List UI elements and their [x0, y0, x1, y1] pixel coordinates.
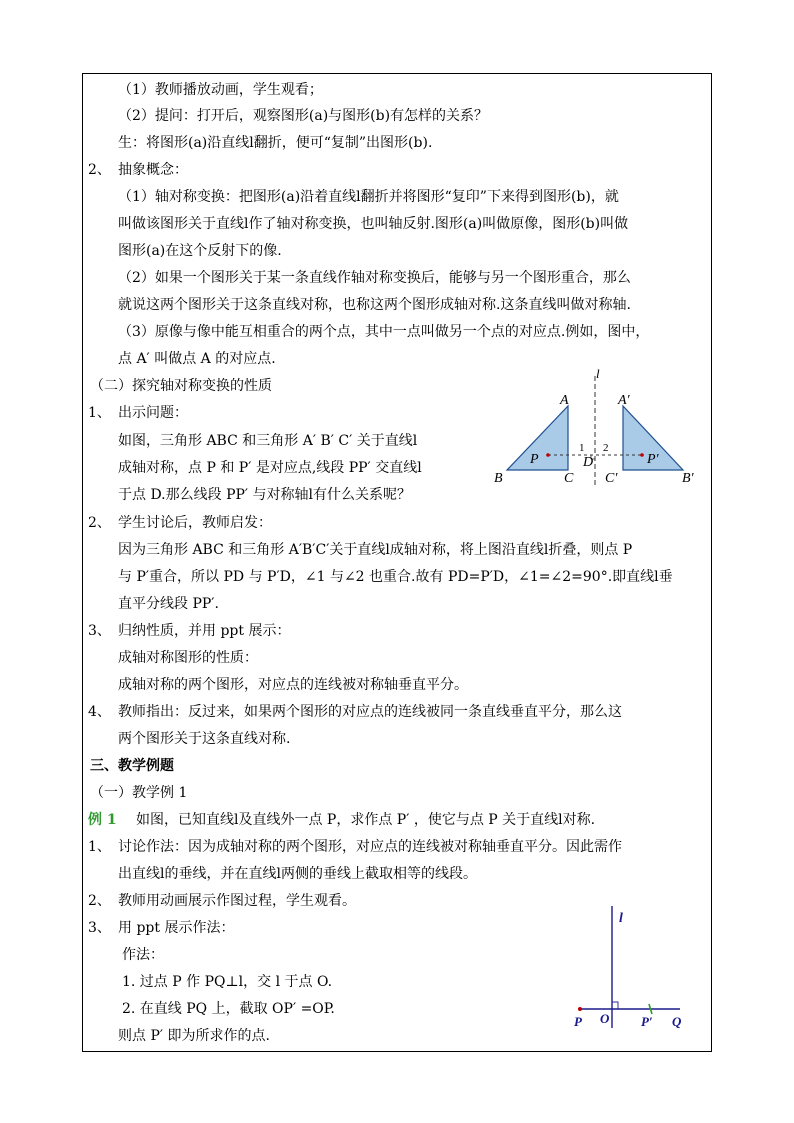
- text-line: 出直线l的垂线，并在直线l两侧的垂线上截取相等的线段。: [118, 866, 477, 882]
- label-l: l: [596, 366, 600, 381]
- triangles-figure: [490, 362, 710, 492]
- text-line: 成轴对称的两个图形，对应点的连线被对称轴垂直平分。: [118, 677, 468, 693]
- item-title: 抽象概念：: [118, 162, 188, 178]
- label-p: P: [530, 452, 539, 467]
- section-heading: （二）探究轴对称变换的性质: [90, 378, 272, 394]
- text-line: （1）教师播放动画，学生观看；: [118, 82, 323, 98]
- text-line: 2. 在直线 PQ 上，截取 OP′ =OP.: [122, 1001, 335, 1017]
- label-angle-1: 1: [579, 442, 585, 454]
- text-line: （2）如果一个图形关于某一条直线作轴对称变换后，能够与另一个图形重合，那么: [118, 270, 631, 286]
- text-line: （3）原像与像中能互相重合的两个点，其中一点叫做另一个点的对应点.例如，图中，: [118, 324, 650, 340]
- label-c: C: [564, 471, 574, 486]
- item-title: 学生讨论后，教师启发：: [118, 515, 272, 531]
- section-heading: 三、教学例题: [90, 758, 174, 774]
- item-title: 归纳性质，并用 ppt 展示：: [118, 623, 291, 639]
- example-label: 例 1: [88, 812, 117, 828]
- item-number: 4、: [88, 704, 111, 720]
- label-b2: B′: [682, 471, 694, 486]
- label-o: O: [600, 1011, 610, 1026]
- text-line: 如图，三角形 ABC 和三角形 A′ B′ C′ 关于直线l: [118, 433, 418, 449]
- text-line: 与 P′重合，所以 PD 与 P′D，∠1 与∠2 也重合.故有 PD=P′D，∠1=∠2=90°.即直线l垂: [118, 569, 673, 585]
- text-line: 两个图形关于这条直线对称.: [118, 731, 291, 747]
- text-line: 于点 D.那么线段 PP′ 与对称轴l有什么关系呢？: [118, 487, 412, 503]
- text-line: 教师指出：反过来，如果两个图形的对应点的连线被同一条直线垂直平分，那么这: [118, 704, 622, 720]
- label-a2: A′: [618, 393, 630, 408]
- item-number: 2、: [88, 515, 111, 531]
- label-c2: C′: [605, 471, 618, 486]
- point-p2: [640, 453, 644, 457]
- text-line: 因为三角形 ABC 和三角形 A′B′C′关于直线l成轴对称，将上图沿直线l折叠，则点 P: [118, 542, 633, 558]
- right-angle-mark: [612, 1002, 618, 1009]
- text-line: 讨论作法：因为成轴对称的两个图形，对应点的连线被对称轴垂直平分。因此需作: [118, 839, 622, 855]
- item-number: 1、: [88, 839, 111, 855]
- label-d: D: [583, 455, 594, 470]
- text-line: 用 ppt 展示作法：: [118, 920, 235, 936]
- label-l: l: [619, 911, 623, 926]
- perpendicular-figure: [560, 900, 690, 1035]
- text-line: 成轴对称图形的性质：: [118, 650, 258, 666]
- text-line: 1. 过点 P 作 PQ⊥l，交 l 于点 O.: [122, 974, 333, 990]
- text-line: 直平分线段 PP′.: [118, 596, 219, 612]
- label-p: P: [574, 1014, 582, 1029]
- sub-heading: （一）教学例 1: [90, 785, 188, 801]
- text-line: 就说这两个图形关于这条直线对称，也称这两个图形成轴对称.这条直线叫做对称轴.: [118, 297, 631, 313]
- text-line: 生：将图形(a)沿直线l翻折，便可“复制”出图形(b).: [118, 135, 433, 151]
- text-line: 作法：: [122, 947, 164, 963]
- text-line: 教师用动画展示作图过程，学生观看。: [118, 893, 356, 909]
- point-p: [578, 1007, 582, 1011]
- point-p: [546, 453, 550, 457]
- text-line: 则点 P′ 即为所求作的点.: [118, 1028, 270, 1044]
- text-line: （2）提问：打开后，观察图形(a)与图形(b)有怎样的关系？: [118, 108, 489, 124]
- label-p2: P′: [647, 452, 659, 467]
- label-b: B: [494, 471, 503, 486]
- example-text: 如图，已知直线l及直线外一点 P，求作点 P′ ，使它与点 P 关于直线l对称.: [136, 812, 596, 828]
- item-number: 2、: [88, 162, 111, 178]
- item-title: 出示问题：: [118, 405, 188, 421]
- text-line: 图形(a)在这个反射下的像.: [118, 243, 282, 259]
- label-q: Q: [672, 1014, 682, 1029]
- item-number: 1、: [88, 405, 111, 421]
- text-line: 点 A′ 叫做点 A 的对应点.: [118, 351, 276, 367]
- item-number: 2、: [88, 893, 111, 909]
- text-line: 成轴对称，点 P 和 P′ 是对应点,线段 PP′ 交直线l: [118, 460, 422, 476]
- item-number: 3、: [88, 623, 111, 639]
- label-a: A: [560, 393, 569, 408]
- item-number: 3、: [88, 920, 111, 936]
- text-line: 叫做该图形关于直线l作了轴对称变换，也叫轴反射.图形(a)叫做原像，图形(b)叫做: [118, 216, 629, 232]
- label-angle-2: 2: [603, 442, 609, 454]
- label-p2: P′: [641, 1014, 653, 1029]
- text-line: （1）轴对称变换：把图形(a)沿着直线l翻折并将图形“复印”下来得到图形(b)，就: [118, 189, 619, 205]
